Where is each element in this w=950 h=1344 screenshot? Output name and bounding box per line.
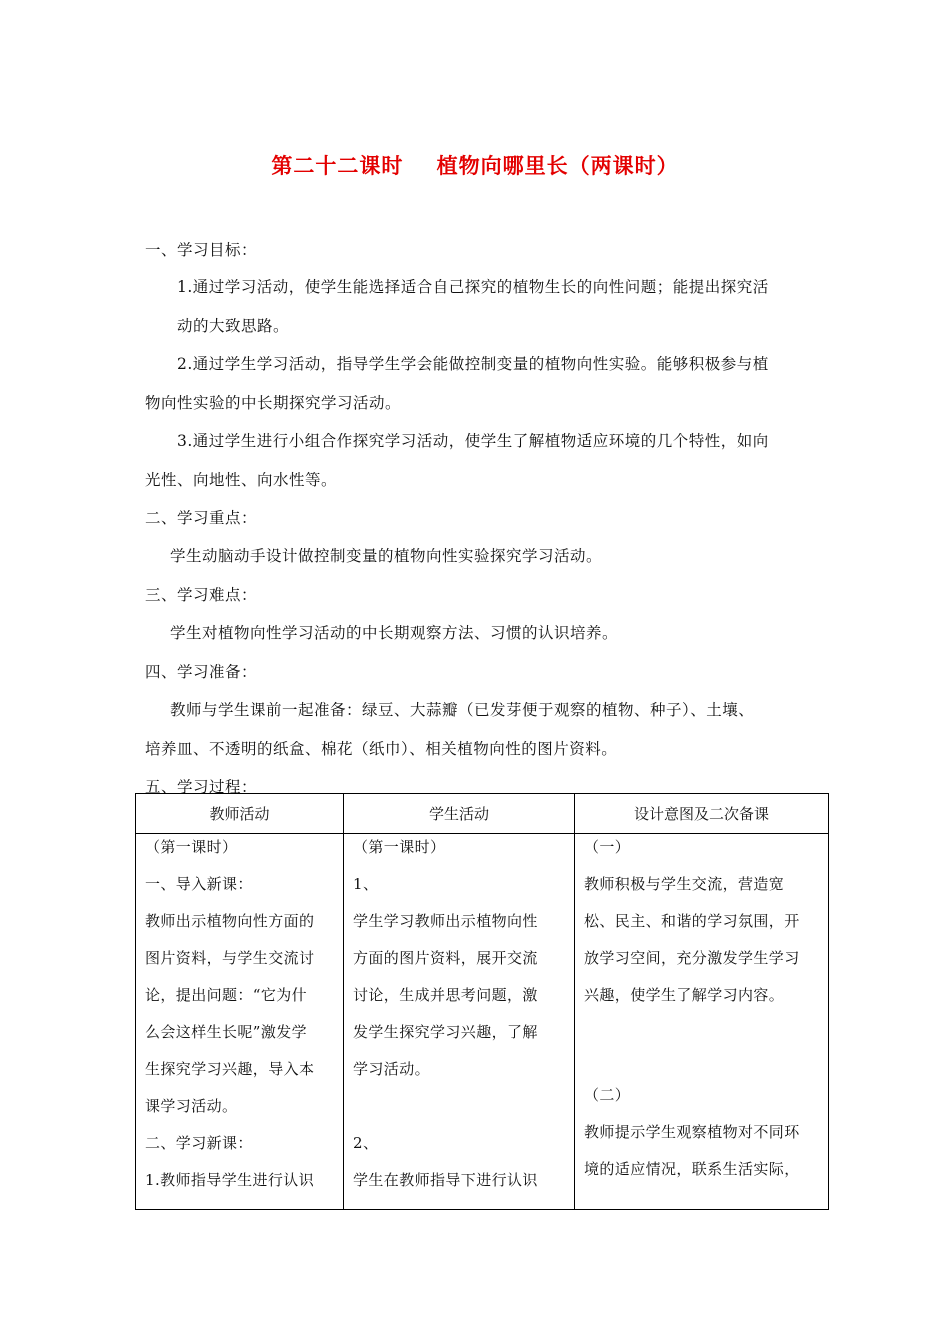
cell-line: 一、导入新课： [145, 875, 253, 893]
key-points-text: 学生动脑动手设计做控制变量的植物向性实验探究学习活动。 [170, 547, 603, 565]
section-heading-preparation: 四、学习准备： [145, 663, 258, 681]
cell-line: 发学生探究学习兴趣，了解 [353, 1023, 538, 1041]
cell-line: 教师出示植物向性方面的 [145, 912, 315, 930]
cell-line: 学生学习教师出示植物向性 [353, 912, 538, 930]
cell-line: 松、民主、和谐的学习氛围，开 [584, 912, 800, 930]
preparation-line-1: 教师与学生课前一起准备：绿豆、大蒜瓣（已发芽便于观察的植物、种子）、土壤、 [170, 701, 755, 719]
cell-line: （第一课时） [353, 838, 446, 856]
cell-line: 教师提示学生观察植物对不同环 [584, 1123, 800, 1141]
table-row [136, 834, 829, 1210]
objective-1-line-1: 1.通过学习活动，使学生能选择适合自己探究的植物生长的向性问题；能提出探究活 [177, 278, 769, 296]
cell-line: 讨论，生成并思考问题，激 [353, 986, 538, 1004]
section-heading-objectives: 一、学习目标： [145, 241, 258, 259]
cell-line: 图片资料，与学生交流讨 [145, 949, 315, 967]
cell-line: （一） [584, 838, 631, 856]
cell-line: 方面的图片资料，展开交流 [353, 949, 538, 967]
header-design-intent: 设计意图及二次备课 [575, 794, 829, 834]
cell-line: 生探究学习兴趣，导入本 [145, 1060, 315, 1078]
cell-line: 论，提出问题：“它为什 [145, 986, 308, 1004]
learning-process-table [135, 793, 829, 1210]
page-title: 第二十二课时 植物向哪里长（两课时） [271, 153, 679, 178]
header-student-activity: 学生活动 [344, 794, 575, 834]
objective-1-line-2: 动的大致思路。 [177, 317, 290, 335]
cell-line: 2、 [353, 1134, 379, 1152]
objective-2-line-1: 2.通过学生学习活动，指导学生学会能做控制变量的植物向性实验。能够积极参与植 [177, 355, 769, 373]
cell-line: 1、 [353, 875, 379, 893]
section-heading-process: 五、学习过程： [145, 778, 258, 796]
cell-line: 放学习空间，充分激发学生学习 [584, 949, 800, 967]
cell-line: 教师积极与学生交流，营造宽 [584, 875, 785, 893]
objective-2-line-2: 物向性实验的中长期探究学习活动。 [145, 394, 402, 412]
header-teacher-activity: 教师活动 [136, 794, 344, 834]
cell-line: 么会这样生长呢”激发学 [145, 1023, 308, 1041]
difficulties-text: 学生对植物向性学习活动的中长期观察方法、习惯的认识培养。 [170, 624, 619, 642]
table-header-row [136, 794, 829, 834]
student-activity-cell [344, 834, 575, 1210]
cell-line: 二、学习新课： [145, 1134, 253, 1152]
objective-3-line-1: 3.通过学生进行小组合作探究学习活动，使学生了解植物适应环境的几个特性，如向 [177, 432, 769, 450]
section-heading-difficulties: 三、学习难点： [145, 586, 258, 604]
section-heading-key-points: 二、学习重点： [145, 509, 258, 527]
teacher-activity-cell [136, 834, 344, 1210]
preparation-line-2: 培养皿、不透明的纸盒、棉花（纸巾）、相关植物向性的图片资料。 [145, 740, 618, 758]
cell-line: 学生在教师指导下进行认识 [353, 1171, 538, 1189]
cell-line: （二） [584, 1086, 631, 1104]
cell-line: 学习活动。 [353, 1060, 431, 1078]
cell-line: 境的适应情况，联系生活实际， [584, 1160, 800, 1178]
cell-line: 课学习活动。 [145, 1097, 238, 1115]
cell-line: 1.教师指导学生进行认识 [145, 1171, 315, 1189]
cell-line: 兴趣，使学生了解学习内容。 [584, 986, 785, 1004]
objective-3-line-2: 光性、向地性、向水性等。 [145, 471, 338, 489]
design-intent-cell [575, 834, 829, 1210]
cell-line: （第一课时） [145, 838, 238, 856]
